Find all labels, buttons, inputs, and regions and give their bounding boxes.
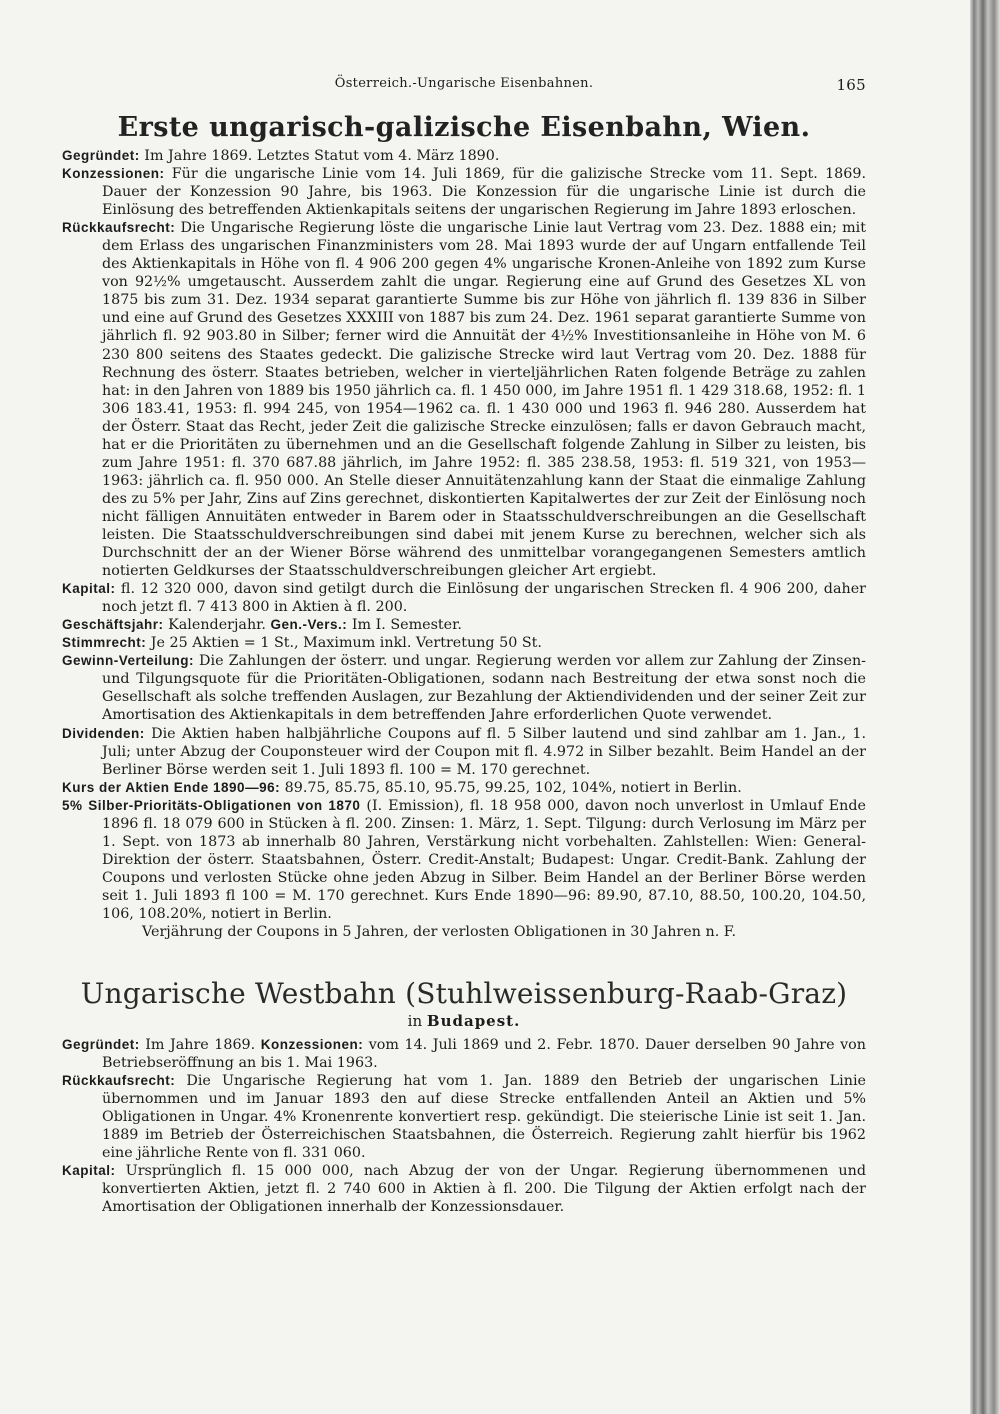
entry-gegruendet bbox=[62, 1036, 866, 1072]
book-spine-edge bbox=[970, 0, 1000, 1414]
entry-text: Kalenderjahr. bbox=[163, 617, 271, 634]
entry-konzessionen bbox=[62, 165, 866, 219]
closing-note: Verjährung der Coupons in 5 Jahren, der verlosten Obligationen in 30 Jahren n. F. bbox=[142, 924, 737, 941]
section-title: Erste ungarisch-galizische Eisenbahn, Wien. bbox=[117, 112, 811, 143]
entry-kapital bbox=[62, 1162, 866, 1216]
section-title: Ungarische Westbahn (Stuhlweissenburg-Raab-Graz) bbox=[80, 977, 848, 1011]
entry-label: Rückkaufsrecht: bbox=[62, 1073, 176, 1089]
entry-label: 5% Silber-Prioritäts-Obligationen von 1870 bbox=[62, 797, 361, 813]
entry-text: Im Jahre 1869. Letztes Statut vom 4. März 1890. bbox=[139, 148, 500, 164]
page-number: 165 bbox=[836, 76, 866, 94]
entry-text: Die Aktien haben halbjährliche Coupons auf fl. 5 Silber lautend und sind zahlbar am 1. Jan., 1. Juli; unter Abzug der Couponsteuer wird der Coupon mit fl. 4.972 in Silber bezahlt. Beim Handel an der Berliner Börse werden seit 1. Juli 1893 fl. 100 = M. 170 gerechnet. bbox=[102, 725, 866, 778]
entry-text: vom 14. Juli 1869 und 2. Febr. 1870. Dauer derselben 90 Jahre von Betriebseröffnung an bis 1. Mai 1963. bbox=[102, 1037, 866, 1072]
entry-silber-prioritaets-obligationen bbox=[62, 797, 866, 923]
entry-dividenden bbox=[62, 725, 866, 779]
entry-text: Im I. Semester. bbox=[347, 617, 462, 634]
entry-label: Kurs der Aktien Ende 1890—96: bbox=[62, 779, 281, 795]
entry-text: Im Jahre 1869. bbox=[139, 1037, 261, 1054]
section-erste-ungarisch-galizische bbox=[62, 112, 866, 941]
entry-label-gen-vers: Gen.-Vers.: bbox=[270, 617, 348, 633]
entry-kurs-der-aktien bbox=[62, 779, 866, 797]
entry-label: Kapital: bbox=[62, 581, 116, 597]
entry-label-konzessionen: Konzessionen: bbox=[260, 1037, 364, 1053]
document-page bbox=[62, 76, 866, 1217]
entry-geschaeftsjahr bbox=[62, 616, 866, 634]
running-title: Österreich.-Ungarische Eisenbahnen. bbox=[334, 76, 594, 91]
entry-label: Kapital: bbox=[62, 1163, 116, 1179]
entry-label: Rückkaufsrecht: bbox=[62, 220, 176, 236]
section-subtitle bbox=[62, 1012, 866, 1030]
entry-text: (I. Emission), fl. 18 958 000, davon noch unverlost in Umlauf Ende 1896 fl. 18 079 600 in Stücken à fl. 200. Zinsen: 1. März, 1. Sept. Tilgung: durch Verlosung im März per 1. Sept. von 1873 ab innerhalb 80 Jahren, Verstärkung nicht vorbehalten. Zahlstellen: Wien: General-Direktion der österr. Staatsbahnen, Österr. Credit-Anstalt; Budapest: Ungar. Credit-Bank. Zahlung der Coupons und verlosten Stücke ohne jeden Abzug in Silber. Beim Handel an der Berliner Börse werden seit 1. Juli 1893 fl 100 = M. 170 gerechnet. Kurs Ende 1890—96: 89.90, 87.10, 88.50, 100.20, 104.50, 106, 108.20%, notiert in Berlin. bbox=[102, 797, 866, 922]
entry-label: Geschäftsjahr: bbox=[62, 617, 164, 633]
entry-text: Die Ungarische Regierung hat vom 1. Jan. 1889 den Betrieb der ungarischen Linie übernommen und im Januar 1893 den auf diese Strecke entfallenden Anteil an Aktien und 5% Obligationen in Ungar. 4% Kronenrente konvertiert resp. gekündigt. Die steierische Linie ist seit 1. Jan. 1889 im Betrieb der Österreichischen Staatsbahnen, die Österreich. Regierung zahlt hierfür bis 1962 eine jährliche Rente von fl. 331 060. bbox=[102, 1073, 866, 1162]
entry-rueckkaufsrecht bbox=[62, 1072, 866, 1162]
entry-label: Gegründet: bbox=[62, 148, 140, 163]
entry-text: fl. 12 320 000, davon sind getilgt durch die Einlösung der ungarischen Strecken fl. 4 906 200, daher noch jetzt fl. 7 413 800 in Aktien à fl. 200. bbox=[102, 581, 866, 616]
entry-text: Ursprünglich fl. 15 000 000, nach Abzug der von der Ungar. Regierung übernommenen und konvertierten Aktien, jetzt fl. 2 740 600 in Aktien à fl. 200. Die Tilgung der Aktien erfolgt nach der Amortisation der Obligationen innerhalb der Konzessionsdauer. bbox=[102, 1163, 866, 1216]
entry-label: Konzessionen: bbox=[62, 166, 165, 182]
entry-text: Für die ungarische Linie vom 14. Juli 1869, für die galizische Strecke vom 11. Sept. 1869. Dauer der Konzession 90 Jahre, bis 1963. Die Konzession für die ungarische Linie ist durch die Einlösung des betreffenden Aktienkapitals seitens der ungarischen Regierung im Jahre 1893 erloschen. bbox=[102, 166, 866, 219]
running-header bbox=[62, 76, 866, 100]
entry-text: Die Ungarische Regierung löste die ungarische Linie laut Vertrag vom 23. Dez. 1888 ein; mit dem Erlass des ungarischen Finanzministers vom 28. Mai 1893 wurde der auf Ungarn entfallende Teil des Aktienkapitals in Höhe von fl. 4 906 200 gegen 4% ungarische Kronen-Anleihe von 1892 zum Kurse von 92½% umgetauscht. Ausserdem zahlt die ungar. Regierung eine auf Grund des Gesetzes XL von 1875 bis zum 31. Dez. 1934 separat garantierte Summe bis zur Höhe von jährlich fl. 139 836 in Silber und eine auf Grund des Gesetzes XXXIII von 1887 bis zum 24. Dez. 1961 separat garantierte Summe von jährlich fl. 92 903.80 in Silber; ferner wird die Annuität der 4½% Investitionsanleihe in Höhe von M. 6 230 800 seitens des Staates gedeckt. Die galizische Strecke wird laut Vertrag vom 20. Dez. 1888 für Rechnung des österr. Staates betrieben, welcher in vierteljährlichen Raten folgende Beträge zu zahlen hat: in den Jahren von 1889 bis 1950 jährlich ca. fl. 1 450 000, im Jahre 1951 fl. 1 429 318.68, 1952: fl. 1 306 183.41, 1953: fl. 994 245, von 1954—1962 ca. fl. 1 430 000 und 1963 fl. 946 280. Ausserdem hat der Österr. Staat das Recht, jeder Zeit die galizische Strecke einzulösen; falls er davon Gebrauch macht, hat er die Prioritäten zu übernehmen und an die Gesellschaft folgende Zahlung in Silber zu leisten, bis zum Jahre 1951: fl. 370 687.88 jährlich, im Jahre 1952: fl. 385 238.58, 1953: fl. 519 321, von 1953—1963: jährlich ca. fl. 950 000. An Stelle dieser Annuitätenzahlung kann der Staat die einmalige Zahlung des zu 5% per Jahr, Zins auf Zins gerechnet, diskontierten Kapitalwertes der zur Zeit der Einlösung noch nicht fälligen Annuitäten entweder in Barem oder in Staatsschuldverschreibungen an die Gesellschaft leisten. Die Staatsschuldverschreibungen sind dabei mit jenem Kurse zu berechnen, welcher sich als Durchschnitt der an der Wiener Börse während des unmittelbar vorangegangenen Semesters amtlich notierten Geldkurses der Staatsschuldverschreibungen gleicher Art ergiebt. bbox=[102, 220, 866, 580]
entry-rueckkaufsrecht bbox=[62, 219, 866, 580]
subtitle-city: Budapest. bbox=[426, 1012, 521, 1031]
entry-text: 89.75, 85.75, 85.10, 95.75, 99.25, 102, 104%, notiert in Berlin. bbox=[280, 779, 742, 796]
entry-stimmrecht bbox=[62, 634, 866, 652]
entry-label: Gewinn-Verteilung: bbox=[62, 653, 195, 669]
entry-label: Stimmrecht: bbox=[62, 635, 147, 651]
entry-label: Dividenden: bbox=[62, 725, 145, 741]
entry-kapital bbox=[62, 580, 866, 616]
entry-gegruendet bbox=[62, 147, 866, 165]
entry-label: Gegründet: bbox=[62, 1037, 140, 1053]
section-ungarische-westbahn bbox=[62, 977, 866, 1216]
entry-text: Die Zahlungen der österr. und ungar. Regierung werden vor allem zur Zahlung der Zinsen- und Tilgungsquote für die Prioritäten-Obligationen, sodann nach Bestreitung der etwa sonst noch die Gesellschaft als solche treffenden Auslagen, zur Bezahlung der Aktiendividenden und der seiner Zeit zur Amortisation des Aktienkapitals in dem betreffenden Jahre erforderlichen Quote verwendet. bbox=[102, 653, 866, 724]
entry-gewinn-verteilung bbox=[62, 652, 866, 724]
entry-text: Je 25 Aktien = 1 St., Maximum inkl. Vertretung 50 St. bbox=[146, 635, 542, 652]
subtitle-prefix: in bbox=[407, 1012, 427, 1031]
